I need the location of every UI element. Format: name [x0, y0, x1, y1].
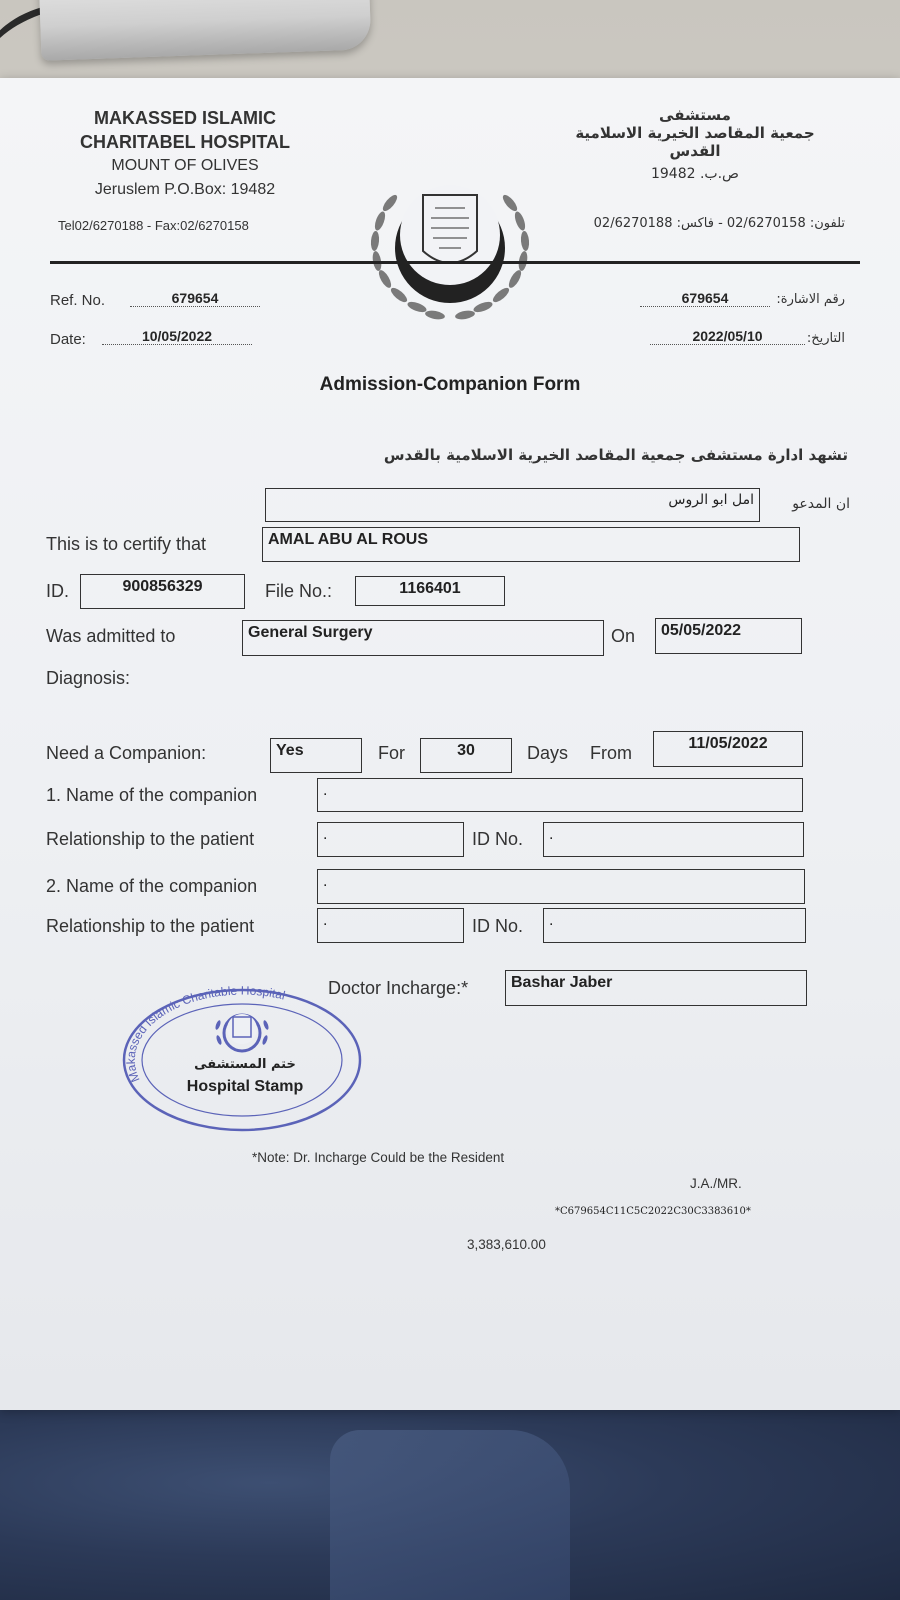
arabic-statement: تشهد ادارة مستشفى جمعية المقاصد الخيرية الاسلامية بالقدس: [383, 446, 848, 464]
form-title: Admission-Companion Form: [319, 374, 581, 395]
arabic-patient-name-field: [265, 488, 760, 522]
admission-date-field: [655, 618, 802, 654]
footer-amount: 3,383,610.00: [467, 1237, 546, 1252]
from-date-field: [653, 731, 803, 767]
header-arabic: [570, 106, 820, 182]
relationship2-field: [317, 908, 464, 943]
file-label: File No.:: [265, 581, 333, 601]
ref-value-en: 679654: [130, 290, 260, 307]
ref-value-ar: 679654: [640, 290, 770, 307]
id1-label: ID No.: [472, 829, 524, 849]
need-companion-field: [270, 738, 362, 773]
hospital-stamp: [120, 985, 365, 1135]
companion1-name-field: [317, 778, 803, 812]
id2-label: ID No.: [472, 916, 524, 936]
doctor-label: Doctor Incharge:*: [328, 978, 469, 998]
admission-date-value: 05/05/2022: [661, 622, 742, 639]
arabic-patient-name: امل ابو الروس: [668, 492, 754, 508]
id-label: ID.: [46, 581, 70, 601]
relationship1-label: Relationship to the patient: [46, 829, 255, 849]
date-label-en: Date:: [50, 331, 86, 348]
admitted-label: Was admitted to: [46, 626, 176, 646]
hospital-name-ar-line2: جمعية المقاصد الخيرية الاسلامية: [575, 124, 815, 142]
header-english: [55, 106, 315, 202]
id1-field: [543, 822, 804, 857]
stamp-ring-text: Makassed Islamic Charitable Hospital: [123, 985, 287, 1085]
department-field: [242, 620, 604, 656]
from-date-value: 11/05/2022: [688, 735, 768, 752]
relationship1-value: .: [323, 826, 328, 843]
days-count-value: 30: [457, 742, 475, 759]
doctor-field: [505, 970, 807, 1006]
doctor-value: Bashar Jaber: [511, 974, 613, 991]
id-field: [80, 574, 245, 609]
certify-label: This is to certify that: [46, 534, 207, 554]
hospital-name-line2: CHARITABEL HOSPITAL: [80, 132, 290, 152]
relationship2-label: Relationship to the patient: [46, 916, 255, 936]
companion2-name-field: [317, 869, 805, 904]
hospital-pobox-ar: ص.ب. 19482: [650, 166, 739, 182]
date-label-ar: التاريخ:: [806, 331, 845, 346]
ref-label-ar: رقم الاشارة:: [776, 292, 845, 307]
patient-name-field: [262, 527, 800, 562]
for-label: For: [378, 743, 405, 763]
footer-initials: J.A./MR.: [690, 1176, 742, 1191]
days-count-field: [420, 738, 512, 773]
patient-name: AMAL ABU AL ROUS: [268, 531, 428, 548]
department-value: General Surgery: [248, 624, 373, 641]
hospital-name-ar-line1: مستشفى: [659, 106, 731, 124]
need-companion-label: Need a Companion:: [46, 743, 207, 763]
diagnosis-label: Diagnosis:: [46, 668, 131, 688]
arabic-patient-label: ان المدعو: [792, 496, 850, 512]
date-value-ar: 2022/05/10: [650, 328, 805, 345]
relationship1-field: [317, 822, 464, 857]
id1-value: .: [549, 826, 554, 843]
hospital-location: MOUNT OF OLIVES: [111, 157, 259, 174]
need-companion-value: Yes: [276, 742, 304, 759]
hospital-emblem-logo: [355, 173, 545, 333]
from-label: From: [590, 743, 632, 763]
background-laptop: [39, 0, 372, 61]
footer-barcode-text: *C679654C11C5C2022C30C3383610*: [555, 1206, 751, 1217]
date-value-en: 10/05/2022: [102, 328, 252, 345]
companion1-name-value: .: [323, 782, 328, 799]
document-page: [0, 78, 900, 1410]
hospital-contact-english: Tel02/6270188 - Fax:02/6270158: [58, 218, 249, 233]
days-label: Days: [527, 743, 569, 763]
header-divider: [50, 261, 860, 264]
file-field: [355, 576, 505, 606]
relationship2-value: .: [323, 912, 328, 929]
hospital-location-ar: القدس: [669, 142, 721, 160]
hospital-name-line1: MAKASSED ISLAMIC: [93, 108, 276, 128]
companion2-name-value: .: [323, 873, 328, 890]
emblem-icon: [355, 173, 545, 333]
footer-note: *Note: Dr. Incharge Could be the Resident: [252, 1150, 505, 1165]
file-value: 1166401: [399, 580, 461, 597]
id2-value: .: [549, 912, 554, 929]
stamp-label-ar: ختم المستشفى: [194, 1057, 296, 1072]
id-value: 900856329: [122, 578, 203, 595]
on-label: On: [611, 626, 636, 646]
stamp-label-en: Hospital Stamp: [186, 1078, 304, 1095]
companion2-label: 2. Name of the companion: [46, 876, 258, 896]
background-cloth-fold: [330, 1430, 570, 1600]
id2-field: [543, 908, 806, 943]
hospital-pobox: Jeruslem P.O.Box: 19482: [94, 181, 276, 198]
ref-label-en: Ref. No.: [50, 292, 106, 309]
companion1-label: 1. Name of the companion: [46, 785, 258, 805]
hospital-contact-arabic: تلفون: 02/6270158 - فاكس: 02/6270188: [593, 216, 845, 231]
